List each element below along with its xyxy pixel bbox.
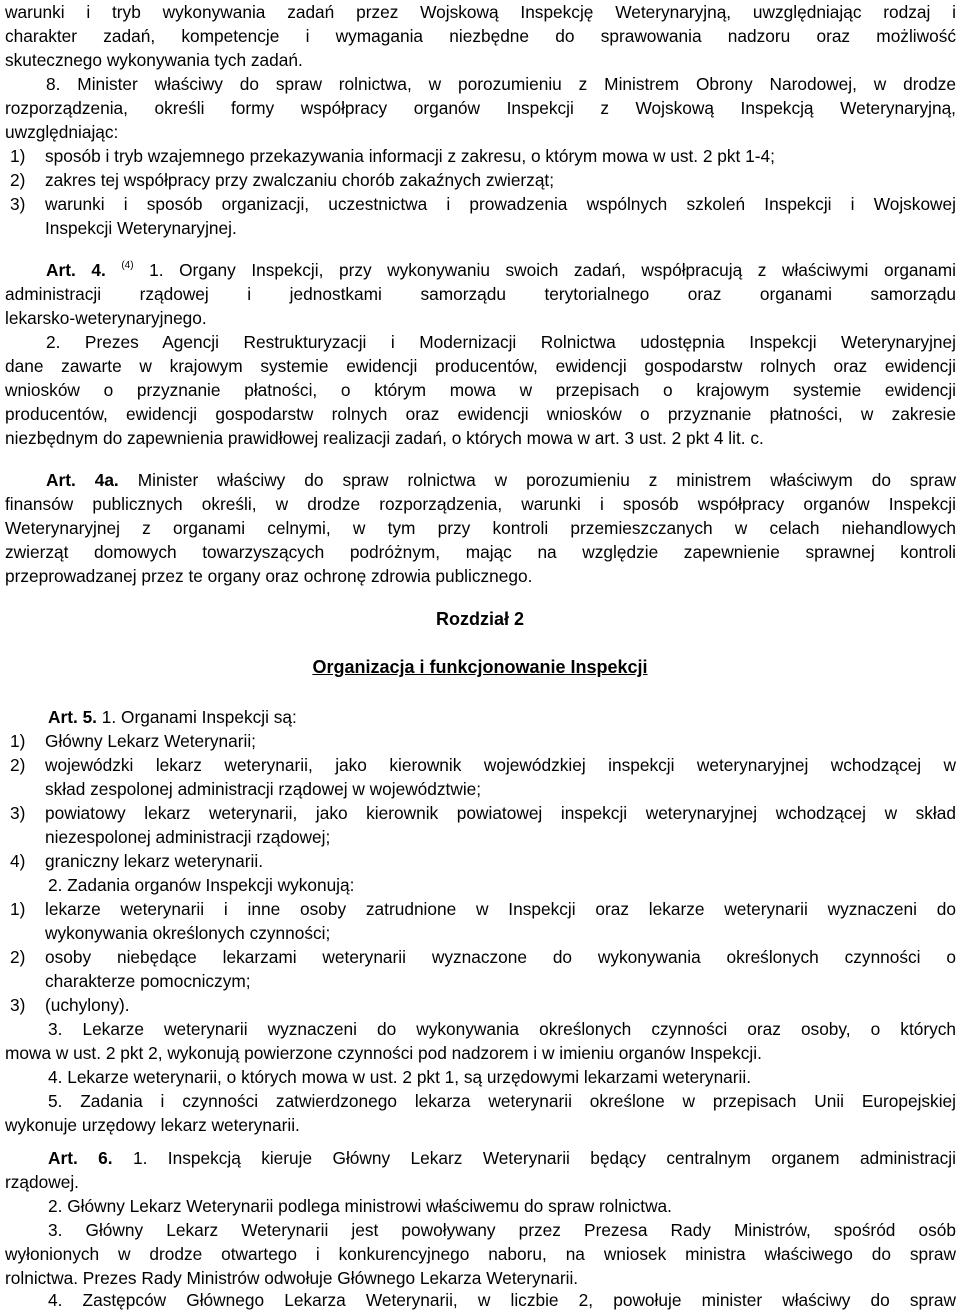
paragraph-8-line: 8. Minister właściwy do spraw rolnictwa, w porozumieniu z Ministrem Obrony Narodowej, w drodze: [46, 74, 956, 94]
list-number: 2): [10, 947, 26, 967]
list-number: 3): [10, 803, 26, 823]
list-number: 1): [10, 146, 26, 166]
article-text: 1. Inspekcją kieruje Główny Lekarz Weterynarii będący centralnym organem administracji: [132, 1148, 956, 1168]
list-number: 3): [10, 995, 26, 1015]
text-line: charakter zadań, kompetencje i wymagania niezbędne do sprawowania nadzoru oraz możliwość: [5, 26, 956, 46]
list-text: wojewódzki lekarz weterynarii, jako kierownik wojewódzkiej inspekcji weterynaryjnej wchodzącej w: [45, 755, 956, 775]
article-label: Art. 4a.: [46, 470, 119, 490]
text-line: Weterynaryjnej z organami celnymi, w tym przy kontroli przemieszczanych w celach niehandlowych: [5, 518, 956, 538]
text-line: wniosków o przyznanie płatności, o którym mowa w przepisach o krajowym systemie ewidencji: [5, 380, 956, 400]
text-line: 4. Zastępców Głównego Lekarza Weterynarii, w liczbie 2, powołuje minister właściwy do spraw: [48, 1290, 956, 1310]
text-line: wyłonionych w drodze otwartego i konkurencyjnego naboru, na wniosek ministra właściwego do spraw: [5, 1244, 956, 1264]
article-5-line: [48, 705, 956, 729]
list-number: 2): [10, 755, 26, 775]
footnote-marker: (4): [121, 260, 134, 271]
text-line: przeprowadzanej przez te organy oraz ochronę zdrowia publicznego.: [5, 566, 533, 586]
list-number: 2): [10, 170, 26, 190]
text-line: 2. Główny Lekarz Weterynarii podlega ministrowi właściwemu do spraw rolnictwa.: [48, 1196, 672, 1216]
text-line: 4. Lekarze weterynarii, o których mowa w ust. 2 pkt 1, są urzędowymi lekarzami weterynarii.: [48, 1067, 752, 1087]
list-text: warunki i sposób organizacji, uczestnictwa i prowadzenia wspólnych szkoleń Inspekcji i Wojskowej: [45, 194, 956, 214]
article-label: Art. 6.: [48, 1148, 113, 1168]
list-number: 1): [10, 899, 26, 919]
list-text: Główny Lekarz Weterynarii;: [45, 731, 256, 751]
text-line: rządowej.: [5, 1172, 79, 1192]
list-text: zakres tej współpracy przy zwalczaniu chorób zakaźnych zwierząt;: [45, 170, 555, 190]
text-line: zwierząt domowych towarzyszących podróżnym, mając na względzie zapewnienie sprawnej kontroli: [5, 542, 956, 562]
text-line: skutecznego wykonywania tych zadań.: [5, 50, 303, 70]
text-line: finansów publicznych określi, w drodze rozporządzenia, warunki i sposób współpracy organów Inspekcji: [5, 494, 956, 514]
list-text: lekarze weterynarii i inne osoby zatrudnione w Inspekcji oraz lekarze weterynarii wyznaczeni do: [45, 899, 956, 919]
list-text: charakterze pomocniczym;: [45, 971, 251, 991]
text-line: 3. Główny Lekarz Weterynarii jest powoływany przez Prezesa Rady Ministrów, spośród osób: [48, 1220, 956, 1240]
text-line: producentów, ewidencji gospodarstw rolnych oraz ewidencji wniosków o przyznanie płatności, w zakresie: [5, 404, 956, 424]
list-text: skład zespolonej administracji rządowej w województwie;: [45, 779, 482, 799]
list-text: Inspekcji Weterynaryjnej.: [45, 218, 237, 238]
list-text: graniczny lekarz weterynarii.: [45, 851, 264, 871]
list-number: 3): [10, 194, 26, 214]
text-line: 5. Zadania i czynności zatwierdzonego lekarza weterynarii określone w przepisach Unii Europejskiej: [48, 1091, 956, 1111]
list-number: 4): [10, 851, 26, 871]
text-line: mowa w ust. 2 pkt 2, wykonują powierzone czynności pod nadzorem i w imieniu organów Inspekcji.: [5, 1043, 762, 1063]
text-line: administracji rządowej i jednostkami samorządu terytorialnego oraz organami samorządu: [5, 284, 956, 304]
text-line: niezbędnym do zapewnienia prawidłowej realizacji zadań, o których mowa w art. 3 ust. 2 pkt 4 lit. c.: [5, 428, 764, 448]
text-line: wykonuje urzędowy lekarz weterynarii.: [5, 1115, 300, 1135]
text-line: 3. Lekarze weterynarii wyznaczeni do wykonywania określonych czynności oraz osoby, o których: [48, 1019, 956, 1039]
text-line: uwzględniając:: [5, 122, 119, 142]
list-text: powiatowy lekarz weterynarii, jako kierownik powiatowej inspekcji weterynaryjnej wchodzącej w skład: [45, 803, 956, 823]
article-4-line: [46, 258, 956, 282]
text-line: rolnictwa. Prezes Rady Ministrów odwołuje Głównego Lekarza Weterynarii.: [5, 1268, 579, 1288]
article-text: Minister właściwy do spraw rolnictwa w porozumieniu z ministrem właściwym do spraw: [137, 470, 956, 490]
text-line: warunki i tryb wykonywania zadań przez Wojskową Inspekcję Weterynaryjną, uwzględniając rodzaj i: [5, 2, 956, 22]
list-text: sposób i tryb wzajemnego przekazywania informacji z zakresu, o którym mowa w ust. 2 pkt 1-4;: [45, 146, 775, 166]
list-text: (uchylony).: [45, 995, 130, 1015]
article-text: 1. Organy Inspekcji, przy wykonywaniu swoich zadań, współpracują z właściwymi organami: [149, 260, 956, 280]
text-line: 2. Zadania organów Inspekcji wykonują:: [48, 875, 355, 895]
list-number: 1): [10, 731, 26, 751]
chapter-subtitle: Organizacja i funkcjonowanie Inspekcji: [312, 657, 648, 677]
article-4a-line: [46, 468, 956, 492]
article-text: 1. Organami Inspekcji są:: [101, 707, 297, 727]
chapter-title: Rozdział 2: [435, 609, 524, 629]
list-text: osoby niebędące lekarzami weterynarii wyznaczone do wykonywania określonych czynności o: [45, 947, 956, 967]
article-label: Art. 4.: [46, 260, 106, 280]
text-line: 2. Prezes Agencji Restrukturyzacji i Modernizacji Rolnictwa udostępnia Inspekcji Weterynaryjnej: [46, 332, 956, 352]
article-label: Art. 5.: [48, 707, 97, 727]
text-line: lekarsko-weterynaryjnego.: [5, 308, 207, 328]
list-text: niezespolonej administracji rządowej;: [45, 827, 331, 847]
list-text: wykonywania określonych czynności;: [45, 923, 331, 943]
text-line: dane zawarte w krajowym systemie ewidencji producentów, ewidencji gospodarstw rolnych oraz ewidencji: [5, 356, 956, 376]
text-line: rozporządzenia, określi formy współpracy organów Inspekcji z Wojskową Inspekcją Weterynaryjną,: [5, 98, 956, 118]
article-6-line: [48, 1146, 956, 1170]
